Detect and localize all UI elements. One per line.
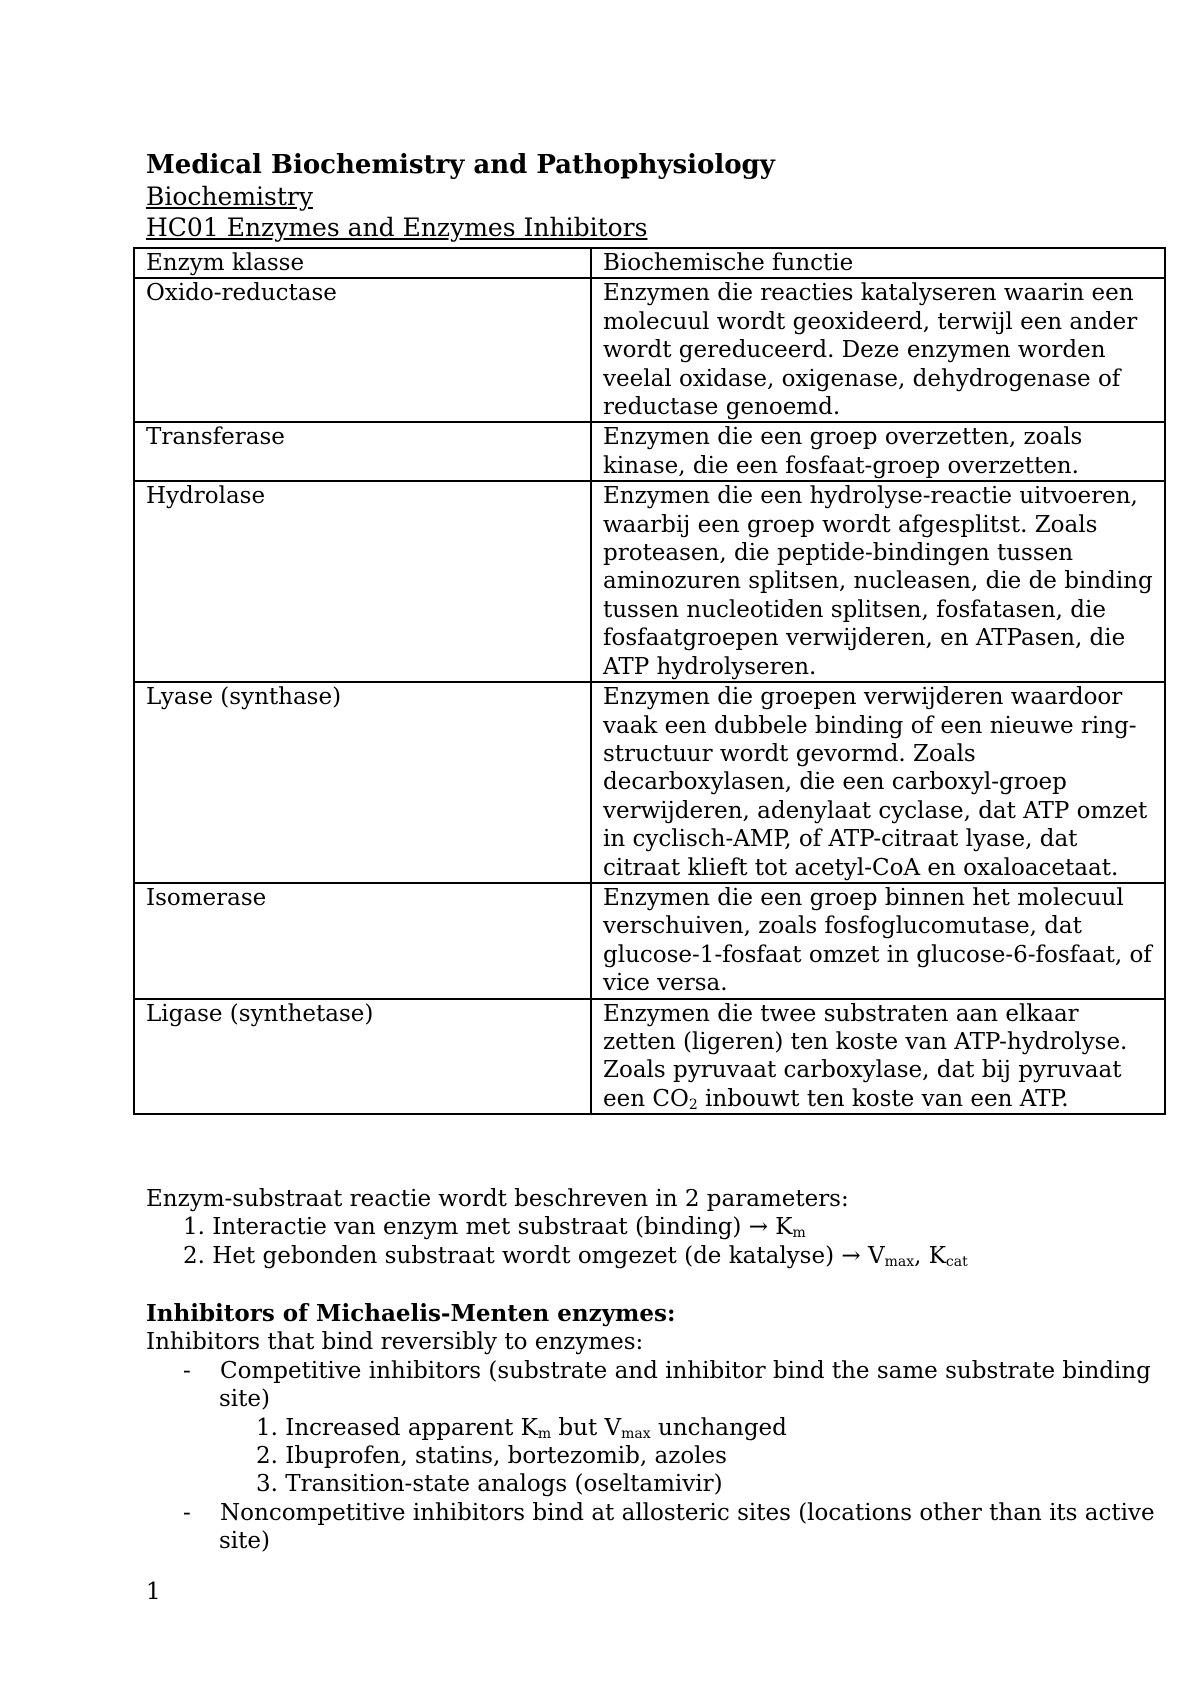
inhibitors-intro: Inhibitors that bind reversibly to enzymes: <box>146 1329 644 1356</box>
cell-functie: Enzymen die een groep overzetten, zoals kinase, die een fosfaat-groep overzetten. <box>591 422 1165 481</box>
cell-klasse: Ligase (synthetase) <box>134 999 591 1115</box>
table-row <box>134 682 1165 883</box>
item-number: 1. <box>183 1214 205 1241</box>
item-number: 1. <box>256 1414 278 1441</box>
parameters-list <box>146 1213 1166 1270</box>
cell-functie: Enzymen die een hydrolyse-reactie uitvoeren, waarbij een groep wordt afgesplitst. Zoals proteasen, die peptide-bindingen tussen aminozuren splitsen, nucleasen, die de binding tussen nucleotiden splitsen, fosfatasen, die fosfaatgroepen verwijderen, en ATPasen, die ATP hydrolyseren. <box>591 481 1165 682</box>
dash-bullet: - <box>183 1357 191 1384</box>
table-row <box>134 999 1165 1115</box>
item-text: Increased apparent K <box>285 1414 538 1441</box>
item-text: Interactie van enzym met substraat (binding) → K <box>212 1214 793 1241</box>
inhibitors-section <box>146 1300 1166 1556</box>
item-text: Transition-state analogs (oseltamivir) <box>285 1471 723 1498</box>
list-item <box>146 1499 1166 1556</box>
functie-text-b: inbouwt ten koste van een ATP. <box>697 1085 1069 1112</box>
enzyme-class-table <box>133 247 1166 1115</box>
inhibitors-heading: Inhibitors of Michaelis-Menten enzymes: <box>146 1300 676 1327</box>
item-text: , K <box>914 1242 946 1269</box>
parameters-section <box>146 1185 1166 1270</box>
item-text: but V <box>551 1414 622 1441</box>
cell-functie: Enzymen die groepen verwijderen waardoor vaak een dubbele binding of een nieuwe ring-structuur wordt gevormd. Zoals decarboxylasen, die een carboxyl-groep verwijderen, adenylaat cyclase, dat ATP omzet in cyclisch-AMP, of ATP-citraat lyase, dat citraat klieft tot acetyl-CoA en oxaloacetaat. <box>591 682 1165 883</box>
column-header-functie: Biochemische functie <box>591 248 1165 278</box>
item-number: 2. <box>183 1242 205 1269</box>
cell-functie: Enzymen die een groep binnen het molecuul verschuiven, zoals fosfoglucomutase, dat glucose-1-fosfaat omzet in glucose-6-fosfaat, of vice versa. <box>591 883 1165 999</box>
list-item <box>146 1213 1166 1241</box>
list-item <box>146 1357 1166 1499</box>
item-number: 2. <box>256 1443 278 1470</box>
item-subscript: m <box>537 1425 552 1442</box>
functie-subscript: 2 <box>688 1096 698 1113</box>
list-item <box>146 1470 1166 1498</box>
competitive-sublist <box>146 1414 1166 1499</box>
item-subscript: m <box>792 1225 806 1242</box>
inhibitor-types-list <box>146 1357 1166 1556</box>
column-header-klasse: Enzym klasse <box>134 248 591 278</box>
item-text: Competitive inhibitors (substrate and inhibitor bind the same substrate binding site) <box>219 1357 1151 1413</box>
list-item <box>146 1442 1166 1470</box>
cell-klasse: Transferase <box>134 422 591 481</box>
item-text: Ibuprofen, statins, bortezomib, azoles <box>285 1443 727 1470</box>
cell-functie <box>591 999 1165 1115</box>
table-row <box>134 883 1165 999</box>
document-page <box>146 150 1166 1555</box>
page-number: 1 <box>146 1579 161 1605</box>
item-number: 3. <box>256 1471 278 1498</box>
lecture-heading: HC01 Enzymes and Enzymes Inhibitors <box>146 213 648 242</box>
table-row <box>134 481 1165 682</box>
table-row <box>134 278 1165 422</box>
cell-klasse: Isomerase <box>134 883 591 999</box>
cell-klasse: Hydrolase <box>134 481 591 682</box>
item-subscript: max <box>884 1253 915 1270</box>
table-row <box>134 422 1165 481</box>
item-subscript: max <box>621 1425 651 1442</box>
parameters-intro: Enzym-substraat reactie wordt beschreven in 2 parameters: <box>146 1186 849 1212</box>
item-text: Het gebonden substraat wordt omgezet (de katalyse) → V <box>212 1242 885 1269</box>
cell-klasse: Lyase (synthase) <box>134 682 591 883</box>
item-subscript: cat <box>945 1253 968 1270</box>
subject-heading: Biochemistry <box>146 182 313 211</box>
cell-klasse: Oxido-reductase <box>134 278 591 422</box>
item-text: unchanged <box>650 1414 787 1441</box>
table-header-row <box>134 248 1165 278</box>
document-title: Medical Biochemistry and Pathophysiology <box>146 150 775 180</box>
dash-bullet: - <box>183 1499 191 1526</box>
list-item <box>146 1242 1166 1270</box>
list-item <box>146 1414 1166 1442</box>
functie-text-a: Enzymen die twee substraten aan elkaar zetten (ligeren) ten koste van ATP-hydrolyse. Zoals pyruvaat carboxylase, dat bij pyruvaat een CO <box>603 1000 1128 1112</box>
cell-functie: Enzymen die reacties katalyseren waarin een molecuul wordt geoxideerd, terwijl een ander wordt gereduceerd. Deze enzymen worden veelal oxidase, oxigenase, dehydrogenase of reductase genoemd. <box>591 278 1165 422</box>
item-text: Noncompetitive inhibitors bind at allosteric sites (locations other than its active site) <box>219 1499 1155 1555</box>
